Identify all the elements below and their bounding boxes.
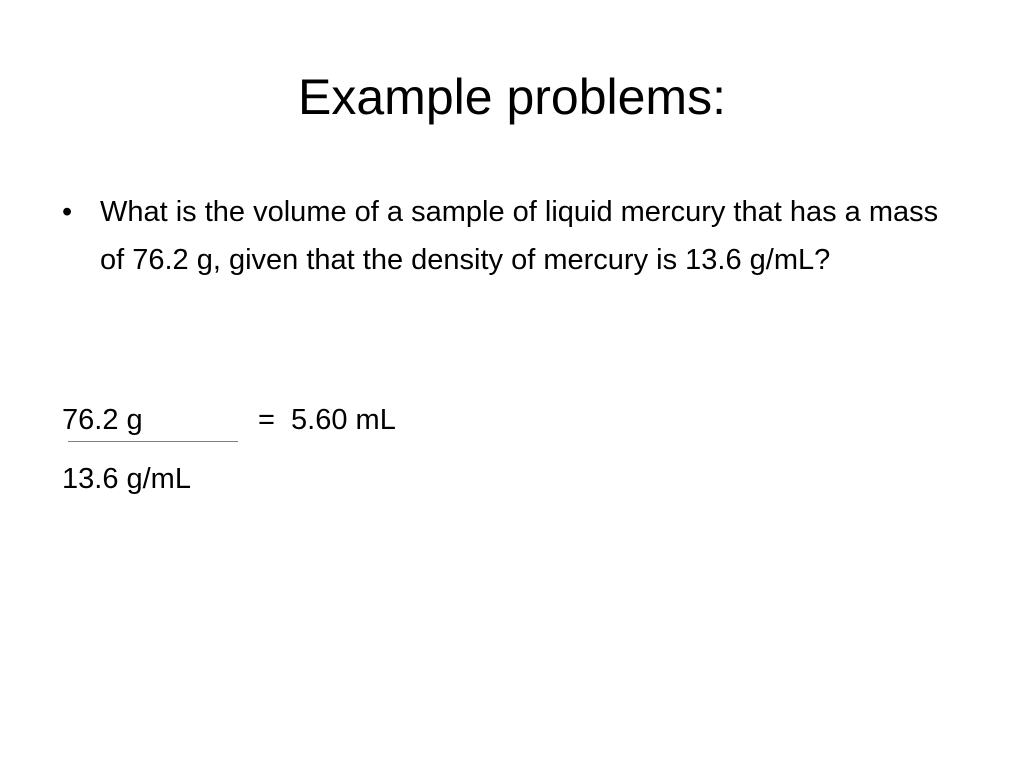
fraction-denominator: 13.6 g/mL (62, 463, 191, 495)
bullet-text: What is the volume of a sample of liquid mercury that has a mass of 76.2 g, given that the density of mercury is 13.6 g/mL? (100, 196, 939, 276)
bullet-item (62, 188, 942, 284)
bullet-marker: • (62, 196, 73, 228)
fraction-divider (68, 441, 238, 442)
fraction-numerator: 76.2 g (62, 404, 143, 436)
calculation-result: = 5.60 mL (258, 404, 396, 436)
slide-title: Example problems: (298, 69, 726, 125)
